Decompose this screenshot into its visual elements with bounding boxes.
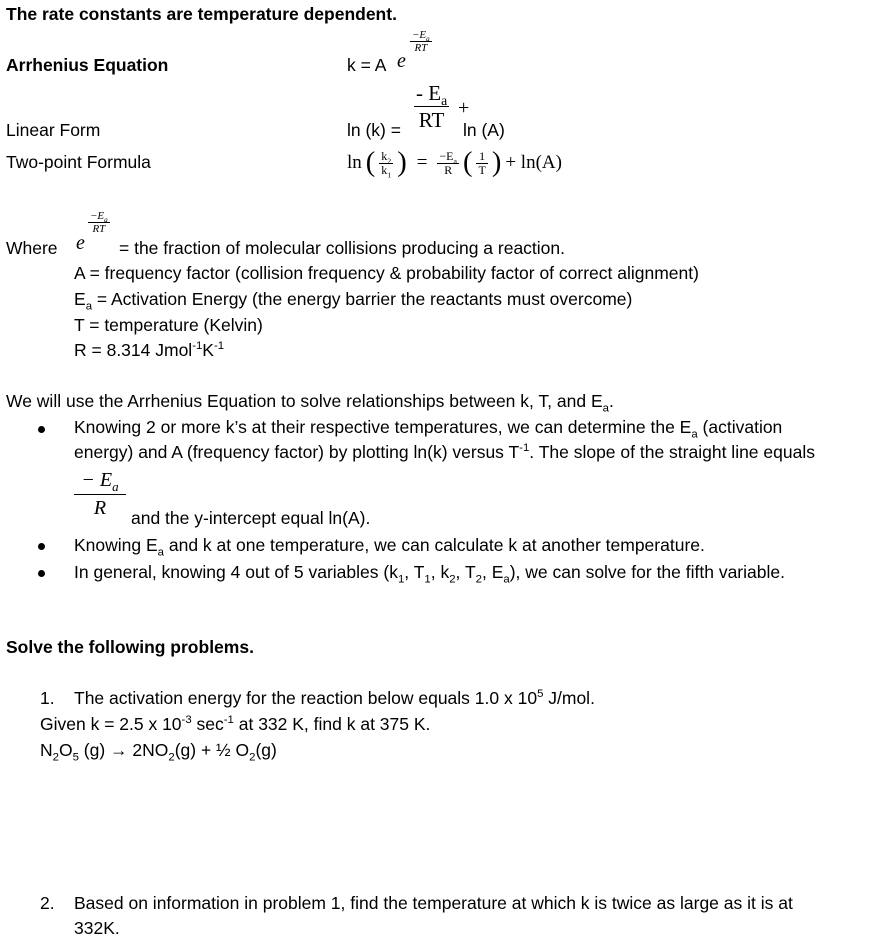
p1-l2-sup1: -3 <box>181 714 192 727</box>
arrhenius-exponent <box>410 29 432 54</box>
one-num: 1 <box>476 150 487 164</box>
b3-t3: , T <box>455 562 476 582</box>
def-ea-sub: a <box>85 300 93 313</box>
ea-num-sub: a <box>453 156 457 166</box>
b2-pre: Knowing E <box>74 535 158 555</box>
b1-l1-sub: a <box>691 428 698 441</box>
linear-plus: + <box>458 97 470 119</box>
where-exp-num: −E <box>90 210 105 222</box>
linear-lhs: ln (k) = <box>347 120 401 140</box>
rx-o: O <box>58 740 73 760</box>
p1-l1-post: J/mol. <box>543 688 595 708</box>
p1-l2-text: Given k = 2.5 x 10 <box>40 714 182 734</box>
bullet-2 <box>74 535 705 559</box>
rx-o2: (g) + ½ O <box>174 740 250 760</box>
right-paren: ) <box>397 147 407 178</box>
def-ea-symbol: E <box>74 289 86 309</box>
ea-num: −E <box>439 148 454 163</box>
page-title: The rate constants are temperature dependent. <box>6 4 397 24</box>
slope-fraction <box>74 467 126 522</box>
k2: k <box>381 148 388 163</box>
r-sup2: -1 <box>213 340 225 353</box>
problem-1-line-2 <box>40 714 430 735</box>
rx-no2-sub: 2 <box>168 751 175 764</box>
bullet-1-line-2 <box>74 442 815 463</box>
problem-2-line-1: Based on information in problem 1, find the temperature at which k is twice as large as it is at <box>74 893 793 913</box>
one-over-t <box>476 150 487 176</box>
fraction-definition: = the fraction of molecular collisions producing a reaction. <box>119 238 566 258</box>
t-den: T <box>478 162 486 177</box>
where-exp-base: e <box>76 232 85 254</box>
where-exp-den: RT <box>92 223 106 236</box>
b3-pre: In general, knowing 4 out of 5 variables (k <box>74 562 398 582</box>
b1-l1-text: Knowing 2 or more k’s at their respective temperatures, we can determine the E <box>74 417 692 437</box>
rx-arrow: (g) → 2NO <box>78 740 169 760</box>
right-paren-2: ) <box>491 147 502 178</box>
b3-s4: 2 <box>475 573 482 586</box>
b1-l2-post: . The slope of the straight line equals <box>529 442 815 462</box>
b3-t4: , E <box>481 562 504 582</box>
r-sup1: -1 <box>192 340 203 353</box>
problems-heading: Solve the following problems. <box>6 637 254 657</box>
problem-2-line-2: 332K. <box>74 918 120 938</box>
k2-sub: 2 <box>387 156 392 166</box>
problem-1-reaction <box>40 740 277 764</box>
b3-t2: , k <box>430 562 450 582</box>
k1-sub: 1 <box>387 169 392 179</box>
p1-l2-post: at 332 K, find k at 375 K. <box>233 714 431 734</box>
b3-t1: , T <box>404 562 425 582</box>
slope-num-sub: a <box>112 479 119 494</box>
p1-l2-sup2: -1 <box>223 714 234 727</box>
where-label: Where <box>6 238 58 258</box>
b1-l2-sup: -1 <box>519 442 530 455</box>
problem-2-number: 2. <box>40 893 55 913</box>
usage-intro <box>6 391 614 415</box>
linear-form-label: Linear Form <box>6 120 101 140</box>
linear-denominator: RT <box>418 108 445 133</box>
r-value: R = 8.314 Jmol <box>74 340 193 360</box>
b2-sub: a <box>157 546 164 559</box>
def-frequency-factor: A = frequency factor (collision frequency & probability factor of correct alignment) <box>74 263 699 283</box>
ea-over-r <box>437 150 459 176</box>
problem-1-line-1 <box>74 688 595 709</box>
b2-post: and k at one temperature, we can calculate k at another temperature. <box>164 535 705 555</box>
where-exp-sub: a <box>104 216 108 225</box>
intro-text: We will use the Arrhenius Equation to solve relationships between k, T, and E <box>6 391 603 411</box>
b3-s2: 1 <box>424 573 431 586</box>
ln-operator: ln <box>347 152 362 173</box>
rx-n-sub: 2 <box>52 751 59 764</box>
rx-o2-sub: 2 <box>249 751 256 764</box>
p1-l1-sup: 5 <box>537 688 544 701</box>
bullet-3 <box>74 562 785 586</box>
b1-l2-text: energy) and A (frequency factor) by plotting ln(k) versus T <box>74 442 520 462</box>
def-gas-constant <box>74 340 224 361</box>
k-ratio <box>379 148 393 179</box>
exponent-numerator: −E <box>412 29 427 41</box>
k1: k <box>381 162 388 177</box>
def-ea-text: = Activation Energy (the energy barrier the reactants must overcome) <box>92 289 633 309</box>
bullet-1-line-1 <box>74 417 783 441</box>
r-k: K <box>202 340 214 360</box>
two-point-rhs: + ln(A) <box>505 152 562 173</box>
b3-s3: 2 <box>449 573 456 586</box>
where-exponent <box>88 210 110 235</box>
bullet-icon <box>38 426 45 433</box>
b1-l1-post: (activation <box>697 417 783 437</box>
slope-den: R <box>93 497 107 519</box>
p1-l2-mid: sec <box>191 714 224 734</box>
b3-s1: 1 <box>397 573 405 586</box>
problem-1-number: 1. <box>40 688 55 708</box>
linear-fraction <box>414 80 449 134</box>
rx-end: (g) <box>255 740 277 760</box>
left-paren-2: ( <box>462 147 473 178</box>
rx-o-sub: 5 <box>72 751 79 764</box>
exponent-denominator: RT <box>414 42 428 55</box>
linear-rhs: ln (A) <box>463 120 505 140</box>
b3-s5: a <box>503 573 510 586</box>
def-activation-energy <box>74 289 633 313</box>
p1-l1-text: The activation energy for the reaction below equals 1.0 x 10 <box>74 688 538 708</box>
intro-period: . <box>608 391 614 411</box>
exponent-sub: a <box>426 35 430 44</box>
rx-n: N <box>40 740 53 760</box>
bullet-icon <box>38 543 45 550</box>
two-point-label: Two-point Formula <box>6 152 151 172</box>
def-temperature: T = temperature (Kelvin) <box>74 315 263 335</box>
bullet-1-line-3: and the y-intercept equal ln(A). <box>131 508 371 528</box>
left-paren: ( <box>365 147 376 178</box>
bullet-icon <box>38 570 45 577</box>
arrhenius-lhs: k = A <box>347 55 387 75</box>
two-point-formula <box>347 143 562 183</box>
slope-num: − E <box>81 469 113 491</box>
linear-num-sub: a <box>441 93 448 109</box>
b3-post: ), we can solve for the fifth variable. <box>509 562 785 582</box>
r-den: R <box>444 162 453 177</box>
intro-sub: a <box>602 402 609 415</box>
equals-sign: = <box>416 152 428 173</box>
arrhenius-label: Arrhenius Equation <box>6 55 169 75</box>
exp-base: e <box>397 50 406 72</box>
linear-numerator: - E <box>416 81 442 105</box>
